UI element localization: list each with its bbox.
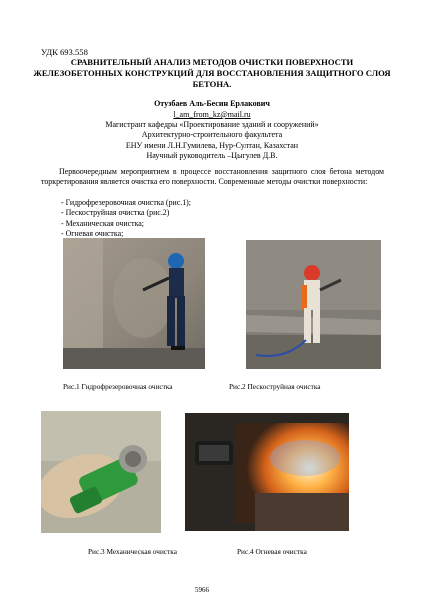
figure-3-caption: Рис.3 Механическая очистка xyxy=(88,547,177,556)
page-number: 5966 xyxy=(195,586,209,594)
figure-1-caption: Рис.1 Гидрофрезеровочная очистка xyxy=(63,382,173,391)
affiliation-line: Магистрант кафедры «Проектирование зданий и сооружений» xyxy=(105,120,319,129)
affiliation-line: ЕНУ имени Л.Н.Гумилева, Нур-Султан, Казахстан xyxy=(125,141,299,150)
list-item: - Огневая очистка; xyxy=(61,229,124,239)
udk-code: УДК 693.558 xyxy=(41,47,88,57)
paper-title: СРАВНИТЕЛЬНЫЙ АНАЛИЗ МЕТОДОВ ОЧИСТКИ ПОВЕРХНОСТИ ЖЕЛЕЗОБЕТОННЫХ КОНСТРУКЦИЙ ДЛЯ ВОССТАНОВЛЕНИЯ ЗАЩИТНОГО СЛОЯ БЕТОНА. xyxy=(33,57,391,89)
supervisor-line: Научный руководитель –Цыгулев Д.В. xyxy=(146,151,278,160)
figure-4-photo xyxy=(185,413,349,531)
figure-2-photo xyxy=(246,240,381,369)
figure-1-photo xyxy=(63,238,205,369)
intro-paragraph: Первоочередным мероприятием в процессе восстановления защитного слоя бетона методом торкретирования является очистка его поверхности. Современные методы очистки поверхности: xyxy=(41,167,384,187)
figure-4-caption: Рис.4 Огневая очистка xyxy=(237,547,307,556)
figure-3-photo xyxy=(41,411,161,533)
author-email[interactable]: l_am_from_kz@mail.ru xyxy=(173,110,251,119)
list-item: - Пескоструйная очистка (рис.2) xyxy=(61,208,170,218)
affiliation-line: Архитектурно-строительного факультета xyxy=(141,130,283,139)
figure-2-caption: Рис.2 Пескоструйная очистка xyxy=(229,382,321,391)
list-item: - Гидрофрезеровочная очистка (рис.1); xyxy=(61,198,191,207)
methods-list xyxy=(61,198,191,240)
list-item: - Механическая очистка; xyxy=(61,218,144,228)
author-name: Отузбаев Аль-Бесин Ерлакович xyxy=(154,99,270,108)
